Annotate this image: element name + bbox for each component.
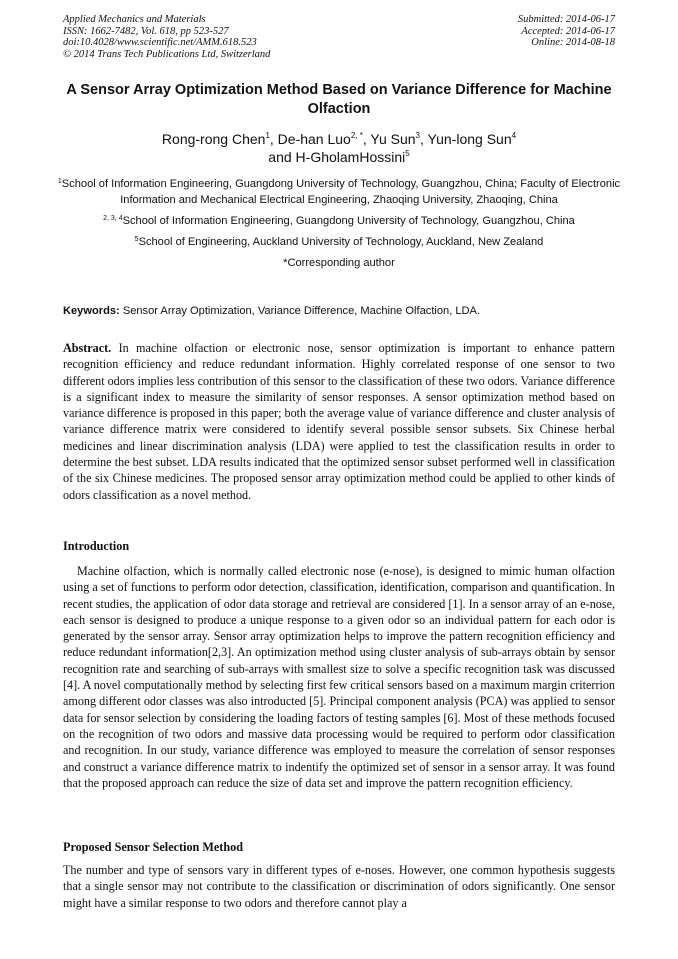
- abstract-text: In machine olfaction or electronic nose, sensor optimization is important to enhance pattern recognition efficiency and reduce redundant information. Highly correlated response of one sensor to two different odors implies less contribution of this sensor to the classification of these two odors. Variance difference is a significant index to measure the similarity of sensor responses. A sensor optimization method based on variance difference is proposed in this paper; both the average value of variance difference and cluster analysis of variance difference matrix were considered to identify several possible sensor subsets. Six Chinese herbal medicines and linear discrimination analysis (LDA) were applied to test the classification results in order to determine the best subset. LDA results indicated that the optimized sensor subset performed well in classification of the six Chinese medicines. The proposed sensor array optimization method could be applied to other kinds of odors classification as a novel method.: [63, 341, 615, 502]
- affiliation-3: $^5$School of Engineering, Auckland University of Technology, Auckland, New Zealand: [134, 236, 544, 248]
- method-heading: Proposed Sensor Selection Method: [63, 840, 243, 854]
- copyright-line: © 2014 Trans Tech Publications Ltd, Switzerland: [63, 48, 271, 60]
- abstract-label: Abstract.: [63, 341, 112, 355]
- introduction-heading: Introduction: [63, 539, 130, 553]
- abstract: [63, 340, 615, 503]
- author-name: Yun-long Sun: [427, 131, 512, 147]
- author-affil-sup: 3: [415, 131, 420, 140]
- author-affil-sup: 2, *: [350, 131, 363, 140]
- keywords-label: Keywords:: [63, 305, 120, 317]
- author-affil-sup: 4: [511, 131, 517, 140]
- author-name: Rong-rong Chen: [161, 131, 266, 147]
- affiliations: [50, 176, 628, 276]
- issn-line: ISSN: 1662-7482, Vol. 618, pp 523-527: [63, 25, 229, 37]
- journal-name: Applied Mechanics and Materials: [63, 14, 206, 25]
- dates-info: [518, 14, 615, 49]
- author-line-2: [40, 148, 638, 166]
- accepted-date: Accepted: 2014-06-17: [521, 25, 615, 37]
- author-name: and H-GholamHossini: [268, 149, 406, 165]
- author-name: De-han Luo: [277, 131, 351, 147]
- doi-line: doi:10.4028/www.scientific.net/AMM.618.523: [63, 37, 257, 49]
- author-line-1: Rong-rong Chen$^1$, De-han Luo$^{2, *}$, Yu Sun$^3$, Yun-long Sun$^4$: [161, 131, 517, 147]
- submitted-date: Submitted: 2014-06-17: [517, 14, 615, 25]
- introduction-paragraph: Machine olfaction, which is normally called electronic nose (e-nose), is designed to mimic human olfaction using a set of functions to perform odor detection, classification, identification, comparison and quantification. In recent studies, the application of odor data storage and retrieval are considered [1]. In a sensor array of an e-nose, each sensor is designed to produce a unique response to a given odor so an individual pattern for each odor is generated by the sensor array. Sensor array optimization helps to improve the pattern recognition efficiency and reduce redundant information[2,3]. An optimization method using cluster analysis of sub-arrays obtain by sensor recognition rate and searching of sub-arrays with smallest size to solve a specific recognition task was discussed [4]. A novel computationally method by selecting first few critical sensors based on a maximum margin criterrion among different odor classes was also introducted [5]. Principal component analysis (PCA) was applied to sensor data for sensor selection by considering the loading factors of testing samples [6]. Most of these methods focused on the recognition of two odors and massive data processing would be required to perform odor classification and recognition. In our study, variance difference was employed to measure the correlation of sensor responses and construct a variance difference matrix to indentify the optimized set of sensor in a sensor array. It was found that the proposed approach can reduce the size of data set and improve the pattern recognition efficiency.: [63, 564, 615, 790]
- affiliation-1: $^1$School of Information Engineering, Guangdong University of Technology, Guangzhou, China; Faculty of Electronic Information and Mechanical Electrical Engineering, Zhaoqing University, Zhaoqing, China: [57, 178, 621, 206]
- keywords-text: Sensor Array Optimization, Variance Difference, Machine Olfaction, LDA.: [122, 305, 481, 317]
- online-date: Online: 2014-08-18: [531, 37, 615, 49]
- keywords: [63, 304, 618, 319]
- author-affil-sup: 1: [265, 131, 270, 140]
- author-list: [40, 130, 638, 166]
- paper-title: A Sensor Array Optimization Method Based on Variance Difference for Machine Olfaction: [66, 82, 612, 117]
- method-paragraph: The number and type of sensors vary in different types of e-noses. However, one common hypothesis suggests that a single sensor may not contribute to the classification or discrimination of odors significantly. One sensor might have a similar response to two odors and therefore cannot play a: [63, 863, 615, 910]
- author-affil-sup: 5: [405, 149, 410, 158]
- journal-info: [63, 14, 270, 60]
- affiliation-2: $^{2, 3, 4}$School of Information Engineering, Guangdong University of Technology, Guangzhou, China: [103, 215, 575, 227]
- corresponding-author-note: *Corresponding author: [283, 257, 395, 269]
- author-name: Yu Sun: [370, 131, 416, 147]
